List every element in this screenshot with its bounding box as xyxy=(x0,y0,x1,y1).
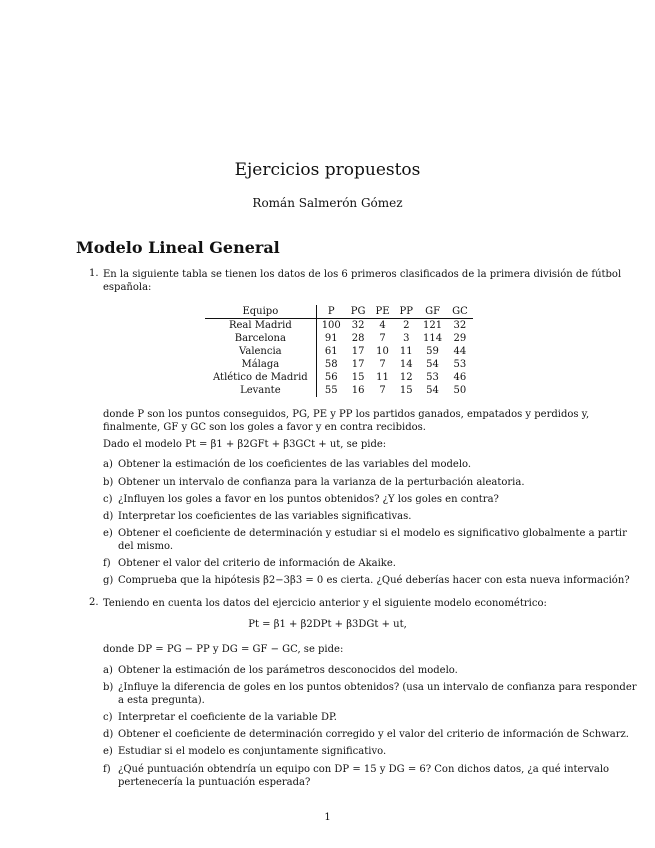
table-header-cell: PE xyxy=(371,305,395,319)
table-header-row xyxy=(205,305,473,319)
list-item-continuation: pertenecería la puntuación esperada? xyxy=(118,777,311,788)
list-item: Obtener la estimación de los coeficientes de las variables del modelo. xyxy=(118,459,472,470)
table-row xyxy=(205,332,473,345)
table-cell: 55 xyxy=(324,385,338,396)
table-cell: 3 xyxy=(403,333,410,344)
table-cell: 91 xyxy=(324,333,338,344)
table-cell: 11 xyxy=(376,372,389,383)
table-cell: Atlético de Madrid xyxy=(205,371,316,384)
table-cell: 16 xyxy=(351,385,365,396)
list-item-label: c) xyxy=(103,494,113,505)
document-title: Ejercicios propuestos xyxy=(234,160,421,180)
table-row xyxy=(205,358,473,371)
table-row xyxy=(205,384,473,397)
table-row xyxy=(205,371,473,384)
table-header-cell: GF xyxy=(418,305,447,319)
list-item-continuation: a esta pregunta). xyxy=(118,695,205,706)
table-cell: 28 xyxy=(351,333,365,344)
table-cell: 50 xyxy=(453,385,467,396)
exercise-1-description-line1: donde P son los puntos conseguidos, PG, PE y PP los partidos ganados, empatados y perdidos y, xyxy=(103,409,590,420)
list-item-label: e) xyxy=(103,528,113,539)
table-cell: 44 xyxy=(453,346,467,357)
table-cell: 46 xyxy=(453,372,467,383)
list-item-label: e) xyxy=(103,746,113,757)
list-item: Obtener el valor del criterio de información de Akaike. xyxy=(118,558,396,569)
table-cell: 7 xyxy=(379,333,386,344)
exercise-1-number: 1. xyxy=(89,268,99,279)
list-item-label: a) xyxy=(103,665,113,676)
list-item: Interpretar el coeficiente de la variable DP. xyxy=(118,712,337,723)
table-cell: 29 xyxy=(453,333,467,344)
table-cell: 17 xyxy=(351,346,365,357)
exercise-2-intro: Teniendo en cuenta los datos del ejercicio anterior y el siguiente modelo econométrico: xyxy=(103,598,547,609)
list-item-label: f) xyxy=(103,764,111,775)
table-cell: 121 xyxy=(423,320,443,331)
list-item: Obtener el coeficiente de determinación y estudiar si el modelo es significativo globalmente a partir xyxy=(118,528,627,539)
list-item: Estudiar si el modelo es conjuntamente significativo. xyxy=(118,746,387,757)
table-cell: 59 xyxy=(426,346,439,357)
section-heading: Modelo Lineal General xyxy=(76,238,280,257)
table-cell: 15 xyxy=(399,385,413,396)
exercise-2-description: donde DP = PG − PP y DG = GF − GC, se pide: xyxy=(103,644,344,655)
list-item: ¿Influyen los goles a favor en los puntos obtenidos? ¿Y los goles en contra? xyxy=(118,494,499,505)
table-cell: 7 xyxy=(379,359,386,370)
exercise-1-intro-line1: En la siguiente tabla se tienen los datos de los 6 primeros clasificados de la primera división de fútbol xyxy=(103,269,622,280)
table-header-cell: Equipo xyxy=(205,305,316,319)
table-cell: Málaga xyxy=(205,358,316,371)
table-cell: 10 xyxy=(376,346,389,357)
exercise-1-description-line2: finalmente, GF y GC son los goles a favor y en contra recibidos. xyxy=(103,422,426,433)
table-cell: 54 xyxy=(426,385,439,396)
model-equation: Pt = β1 + β2DPt + β3DGt + ut, xyxy=(248,619,407,630)
table-row xyxy=(205,345,473,358)
table-cell: Valencia xyxy=(205,345,316,358)
table-cell: 15 xyxy=(351,372,365,383)
table-cell: 7 xyxy=(379,385,386,396)
exercise-1-intro-line2: española: xyxy=(103,282,152,293)
list-item-label: c) xyxy=(103,712,113,723)
table-header-cell: GC xyxy=(447,305,473,319)
table-cell: 100 xyxy=(321,320,341,331)
table-cell: 14 xyxy=(399,359,413,370)
list-item: Interpretar los coeficientes de las variables significativas. xyxy=(118,511,412,522)
table-cell: 53 xyxy=(426,372,439,383)
table-cell: 53 xyxy=(453,359,467,370)
table-cell: 56 xyxy=(324,372,338,383)
table-cell: 11 xyxy=(399,346,413,357)
exercise-1-model: Dado el modelo Pt = β1 + β2GFt + β3GCt + ut, se pide: xyxy=(103,439,387,450)
list-item-label: f) xyxy=(103,558,111,569)
table-cell: 61 xyxy=(324,346,338,357)
list-item-label: d) xyxy=(103,511,114,522)
table-cell: 32 xyxy=(351,320,365,331)
table-cell: Barcelona xyxy=(205,332,316,345)
list-item-label: a) xyxy=(103,459,113,470)
table-cell: 4 xyxy=(379,320,386,331)
table-cell: 32 xyxy=(453,320,467,331)
list-item: Comprueba que la hipótesis β2−3β3 = 0 es cierta. ¿Qué deberías hacer con esta nueva información? xyxy=(118,575,630,586)
page-number: 1 xyxy=(324,812,331,823)
standings-table xyxy=(205,305,473,397)
table-cell: Real Madrid xyxy=(205,319,316,333)
list-item: ¿Influye la diferencia de goles en los puntos obtenidos? (usa un intervalo de confianza para responder xyxy=(118,682,637,693)
list-item: Obtener la estimación de los parámetros desconocidos del modelo. xyxy=(118,665,458,676)
table-header-cell: PG xyxy=(346,305,371,319)
table-cell: 114 xyxy=(423,333,443,344)
list-item-label: b) xyxy=(103,477,114,488)
list-item: Obtener un intervalo de confianza para la varianza de la perturbación aleatoria. xyxy=(118,477,525,488)
table-cell: 12 xyxy=(399,372,413,383)
exercise-2-number: 2. xyxy=(89,597,99,608)
list-item: ¿Qué puntuación obtendría un equipo con DP = 15 y DG = 6? Con dichos datos, ¿a qué intervalo xyxy=(118,764,610,775)
table-cell: 54 xyxy=(426,359,439,370)
list-item-label: g) xyxy=(103,575,114,586)
list-item-continuation: del mismo. xyxy=(118,541,174,552)
table-header-cell: P xyxy=(316,305,346,319)
list-item-label: d) xyxy=(103,729,114,740)
document-author: Román Salmerón Gómez xyxy=(252,196,403,210)
table-cell: 2 xyxy=(403,320,410,331)
table-header-cell: PP xyxy=(395,305,418,319)
table-row xyxy=(205,319,473,333)
table-cell: 17 xyxy=(351,359,365,370)
list-item-label: b) xyxy=(103,682,114,693)
list-item: Obtener el coeficiente de determinación corregido y el valor del criterio de información de Schwarz. xyxy=(118,729,629,740)
table-cell: 58 xyxy=(324,359,338,370)
table-cell: Levante xyxy=(205,384,316,397)
